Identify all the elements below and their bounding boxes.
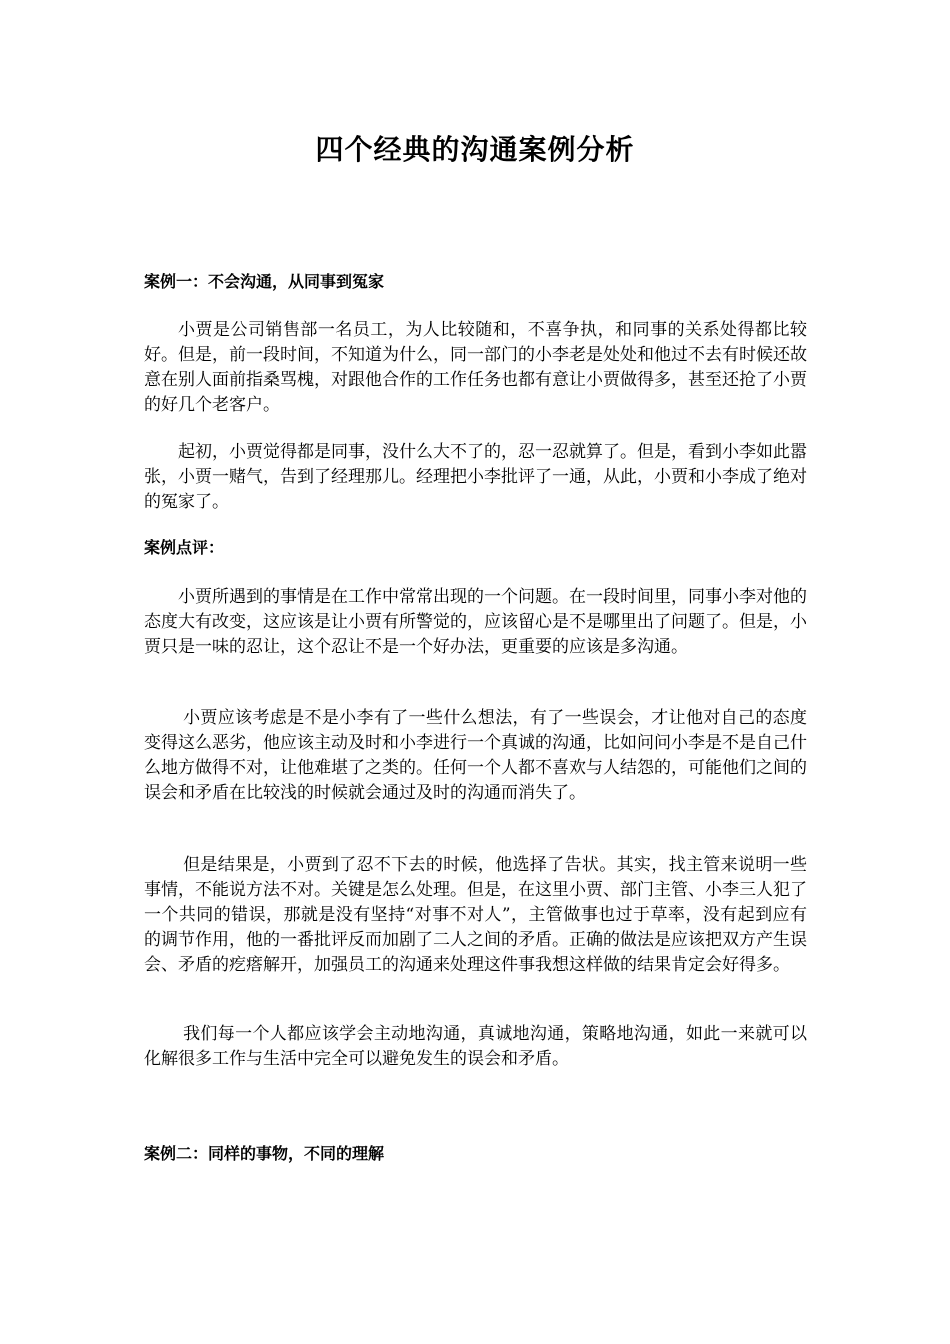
case1-heading: 案例一：不会沟通，从同事到冤家 [144,272,385,291]
case1-paragraph-2: 起初，小贾觉得都是同事，没什么大不了的，忍一忍就算了。但是，看到小李如此嚣张，小贾一赌气，告到了经理那儿。经理把小李批评了一通，从此，小贾和小李成了绝对的冤家了。 [144,442,807,512]
review-paragraph-2: 小贾应该考虑是不是小李有了一些什么想法，有了一些误会，才让他对自己的态度变得这么恶劣，他应该主动及时和小李进行一个真诚的沟通，比如问问小李是不是自己什么地方做得不对，让他难堪了之类的。任何一个人都不喜欢与人结怨的，可能他们之间的误会和矛盾在比较浅的时候就会通过及时的沟通而消失了。 [144,708,807,803]
case1-paragraph-1: 小贾是公司销售部一名员工，为人比较随和，不喜争执，和同事的关系处得都比较好。但是，前一段时间，不知道为什么，同一部门的小李老是处处和他过不去有时候还故意在别人面前指桑骂槐，对跟他合作的工作任务也都有意让小贾做得多，甚至还抢了小贾的好几个老客户。 [144,320,807,415]
case2-heading: 案例二：同样的事物，不同的理解 [144,1144,385,1163]
document-title: 四个经典的沟通案例分析 [315,133,635,166]
review-paragraph-4: 我们每一个人都应该学会主动地沟通，真诚地沟通，策略地沟通，如此一来就可以化解很多工作与生活中完全可以避免发生的误会和矛盾。 [144,1024,807,1069]
review-paragraph-1: 小贾所遇到的事情是在工作中常常出现的一个问题。在一段时间里，同事小李对他的态度大有改变，这应该是让小贾有所警觉的，应该留心是不是哪里出了问题了。但是，小贾只是一味的忍让，这个忍让不是一个好办法，更重要的应该是多沟通。 [144,587,807,657]
review-heading: 案例点评： [144,538,225,557]
review-paragraph-3: 但是结果是，小贾到了忍不下去的时候，他选择了告状。其实，找主管来说明一些事情，不能说方法不对。关键是怎么处理。但是，在这里小贾、部门主管、小李三人犯了一个共同的错误，那就是没有坚持“对事不对人”，主管做事也过于草率，没有起到应有的调节作用，他的一番批评反而加剧了二人之间的矛盾。正确的做法是应该把双方产生误会、矛盾的疙瘩解开，加强员工的沟通来处理这件事我想这样做的结果肯定会好得多。 [144,855,807,975]
